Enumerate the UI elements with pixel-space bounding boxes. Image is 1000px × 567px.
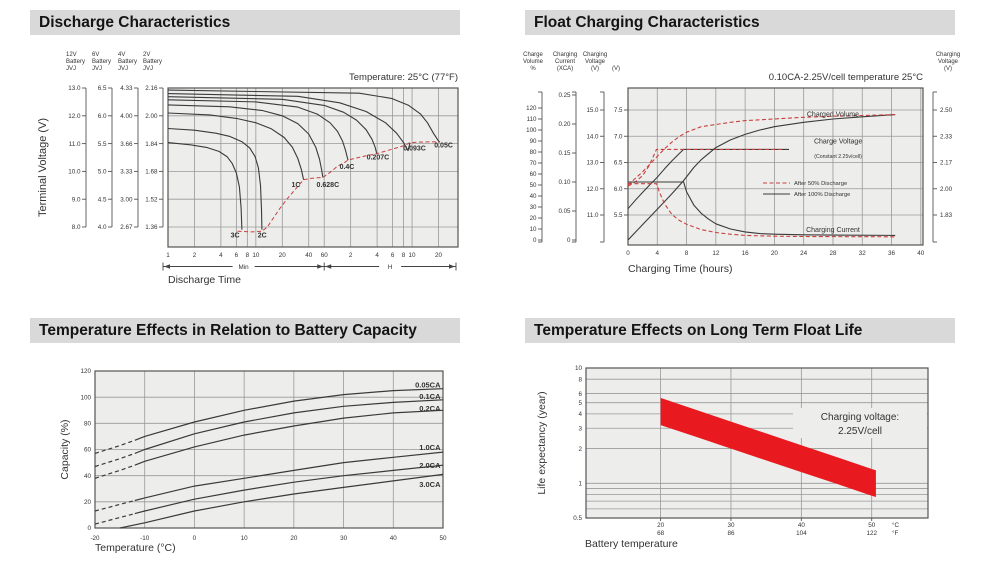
float-life-chart-svg xyxy=(515,344,977,564)
scale-header-line: JVJ xyxy=(118,66,129,72)
scale-header-line: JVJ xyxy=(92,66,103,72)
x-tick-label: 20 xyxy=(770,250,778,257)
scale-header-line: JVJ xyxy=(66,66,77,72)
scale-value: 4.33 xyxy=(120,85,133,93)
x-tick-label: 60 xyxy=(320,252,328,259)
x-tick-label: 4 xyxy=(655,250,660,257)
x-tick-label-c: 40 xyxy=(797,522,805,529)
arrowhead xyxy=(325,264,331,268)
scale-value: 6.5 xyxy=(97,85,107,93)
curve-label-0.628C: 0.628C xyxy=(316,182,340,190)
capacity-temperature-chart xyxy=(30,344,470,564)
chart-label: Charged Volume xyxy=(806,111,860,119)
scale-header-line: Volume xyxy=(522,59,544,65)
y-tick-label: 0 xyxy=(87,525,91,533)
scale-value: 7.0 xyxy=(613,133,623,141)
x-tick-label-f: 86 xyxy=(727,530,735,537)
curve-label-0.05C: 0.05C xyxy=(434,142,453,150)
scale-value: 120 xyxy=(526,105,537,113)
panel-capacity xyxy=(30,318,460,343)
curve-label-0.207C: 0.207C xyxy=(366,154,390,162)
curve-label-0.05CA: 0.05CA xyxy=(415,380,441,390)
scale-value: 6.0 xyxy=(97,113,107,120)
x-tick-label: 28 xyxy=(829,250,837,257)
scale-value: 110 xyxy=(526,116,537,124)
scale-value: 2.17 xyxy=(940,159,953,167)
discharge-chart xyxy=(30,36,475,302)
curve-label-2C: 2C xyxy=(257,232,267,240)
discharge-chart-svg xyxy=(30,36,475,302)
y-tick-label: 60 xyxy=(83,446,91,454)
scale-header-line: Charge xyxy=(523,52,543,58)
x-tick-label: 8 xyxy=(684,250,689,257)
x-axis-label: Discharge Time xyxy=(168,274,241,286)
curve-label-0.1CA: 0.1CA xyxy=(419,392,441,402)
scale-value: 0.15 xyxy=(558,150,571,158)
x-tick-label-f: 122 xyxy=(866,530,877,537)
scale-header-line: 6V xyxy=(92,52,100,58)
scale-value: 3.33 xyxy=(120,168,133,176)
y-tick-label: 6 xyxy=(578,390,582,398)
scale-header-line: 4V xyxy=(118,52,126,58)
scale-value: 6.5 xyxy=(613,159,623,167)
y-tick-label: 8 xyxy=(578,376,582,384)
scale-header-line: (XCA) xyxy=(556,66,574,72)
scale-value: 60 xyxy=(529,171,537,179)
scale-value: 2.00 xyxy=(145,113,158,120)
scale-header-line: Battery xyxy=(143,59,163,65)
scale-header-line: 12V xyxy=(66,52,77,58)
scale-header-line: Charging xyxy=(935,52,961,58)
scale-header-line: (V) xyxy=(612,66,620,72)
scale-value: 20 xyxy=(529,215,537,223)
curve-label-0.4C: 0.4C xyxy=(339,163,355,171)
arrowhead xyxy=(164,264,170,268)
plot-background xyxy=(628,88,923,245)
panel-title-float-charging: Float Charging Characteristics xyxy=(525,10,955,35)
scale-header-line: JVJ xyxy=(143,66,154,72)
x-tick-label: 40 xyxy=(917,250,925,257)
scale-value: 10.0 xyxy=(68,168,81,176)
scale-value: 2.16 xyxy=(145,85,158,93)
y-tick-label: 40 xyxy=(83,472,91,480)
x-tick-label: 32 xyxy=(858,250,866,257)
scale-value: 6.0 xyxy=(613,185,623,193)
curve-label-3C: 3C xyxy=(230,232,240,240)
scale-value: 0 xyxy=(533,237,537,245)
scale-value: 12.0 xyxy=(586,185,599,193)
x-tick-label-f: 68 xyxy=(657,530,665,537)
x-tick-label: 4 xyxy=(375,252,379,259)
chart-label: Charging Current xyxy=(806,227,860,235)
curve-label-0.2CA: 0.2CA xyxy=(419,403,441,413)
x-tick-label: 24 xyxy=(800,250,808,257)
curve-label-1C: 1C xyxy=(291,182,301,190)
scale-value: 10 xyxy=(529,226,537,234)
scale-value: 90 xyxy=(529,138,537,146)
scale-value: 8.0 xyxy=(71,224,81,232)
x-tick-label: 40 xyxy=(305,252,313,259)
y-axis-label: Terminal Voltage (V) xyxy=(37,117,49,218)
scale-header-line: (V) xyxy=(591,66,599,72)
temperature-note: Temperature: 25°C (77°F) xyxy=(349,72,458,83)
scale-value: 50 xyxy=(529,182,537,190)
curve-label-3.0CA: 3.0CA xyxy=(419,479,441,489)
scale-header-line: Battery xyxy=(66,59,86,65)
scale-value: 0.25 xyxy=(558,92,571,100)
scale-value: 1.52 xyxy=(145,196,158,204)
scale-value: 0.10 xyxy=(558,179,571,187)
x-tick-label: 36 xyxy=(888,250,896,257)
y-tick-label: 100 xyxy=(80,394,91,402)
scale-value: 1.84 xyxy=(145,140,158,148)
x-axis-label: Battery temperature xyxy=(585,538,678,550)
annotation-line2: 2.25V/cell xyxy=(838,426,882,437)
x-unit-fahrenheit: °F xyxy=(892,530,899,537)
scale-value: 15.0 xyxy=(586,107,599,115)
x-tick-label: 16 xyxy=(741,250,749,257)
scale-value: 3.66 xyxy=(120,140,133,148)
scale-value: 100 xyxy=(526,127,537,135)
float-charging-chart-svg xyxy=(515,36,980,302)
scale-value: 2.67 xyxy=(120,224,133,232)
x-tick-label: 30 xyxy=(340,535,348,542)
scale-value: 3.00 xyxy=(120,196,133,204)
scale-value: 0.20 xyxy=(558,121,571,129)
scale-value: 1.68 xyxy=(145,168,158,176)
x-tick-label: 12 xyxy=(712,250,720,257)
y-tick-label: 10 xyxy=(574,365,582,373)
scale-value: 12.0 xyxy=(68,113,81,120)
x-unit-celsius: °C xyxy=(892,522,900,529)
curve-label-2.0CA: 2.0CA xyxy=(419,460,441,470)
scale-value: 1.36 xyxy=(145,224,158,232)
scale-value: 11.0 xyxy=(68,140,81,148)
scale-header-line: Voltage xyxy=(937,59,959,65)
scale-header-line: % xyxy=(530,66,536,72)
curve-label-1.0CA: 1.0CA xyxy=(419,443,441,453)
scale-value: 9.0 xyxy=(71,196,81,204)
x-tick-label-c: 30 xyxy=(727,522,735,529)
scale-header-line: Charging xyxy=(552,52,578,58)
chart-label: (Constant 2.25v/cell) xyxy=(814,153,862,160)
curve-label-0.093C: 0.093C xyxy=(403,145,426,153)
x-tick-label: 8 xyxy=(401,252,406,259)
condition-note: 0.10CA-2.25V/cell temperature 25°C xyxy=(768,72,923,83)
chart-label: Charge Voltage xyxy=(813,138,863,146)
scale-header-line: Current xyxy=(554,59,576,65)
scale-value: 0 xyxy=(567,237,571,245)
float-life-chart xyxy=(515,344,977,564)
y-tick-label: 80 xyxy=(83,420,91,428)
scale-value: 2.33 xyxy=(940,133,953,141)
scale-value: 40 xyxy=(529,193,537,201)
x-tick-label: 4 xyxy=(219,252,223,259)
scale-value: 2.00 xyxy=(940,185,953,193)
y-tick-label: 3 xyxy=(578,425,582,433)
scale-header-line: Battery xyxy=(118,59,138,65)
x-tick-label: 0 xyxy=(626,250,630,257)
x-tick-label: 6 xyxy=(390,252,395,259)
scale-value: 70 xyxy=(529,160,537,168)
scale-value: 14.0 xyxy=(586,133,599,141)
panel-title-discharge: Discharge Characteristics xyxy=(30,10,460,35)
y-tick-label: 1 xyxy=(578,480,582,488)
x-tick-label: 2 xyxy=(348,252,353,259)
panel-title-float-life: Temperature Effects on Long Term Float Life xyxy=(525,318,955,343)
y-tick-label: 120 xyxy=(80,368,91,376)
scale-header-line: 2V xyxy=(143,52,151,58)
y-axis-label: Capacity (%) xyxy=(59,419,71,480)
range-arrows xyxy=(163,263,456,271)
y-tick-label: 4 xyxy=(578,411,582,419)
x-tick-label-c: 50 xyxy=(868,522,876,529)
float-charging-chart xyxy=(515,36,980,302)
scale-value: 4.0 xyxy=(97,224,107,232)
scale-value: 13.0 xyxy=(68,85,81,93)
arrowhead xyxy=(449,264,455,268)
scale-header-line: Voltage xyxy=(584,59,606,65)
scale-value: 11.0 xyxy=(586,212,599,220)
x-tick-label: 40 xyxy=(389,535,397,542)
y-tick-label: 5 xyxy=(578,399,582,407)
arrowhead xyxy=(317,264,323,268)
x-tick-label: 20 xyxy=(435,252,443,259)
scale-value: 7.5 xyxy=(613,107,623,115)
scale-value: 5.5 xyxy=(613,212,623,220)
legend-label: After 100% Discharge xyxy=(794,192,851,198)
x-tick-label: 8 xyxy=(245,252,250,259)
y-axis-label: Life expectancy (year) xyxy=(536,391,548,495)
plot-background xyxy=(168,88,458,247)
range-label: Min xyxy=(238,263,249,271)
annotation-line1: Charging voltage: xyxy=(820,412,900,423)
panel-float-life xyxy=(525,318,955,343)
x-tick-label: 10 xyxy=(408,252,416,259)
scale-value: 13.0 xyxy=(586,159,599,167)
y-tick-label: 20 xyxy=(83,499,91,507)
scale-value: 30 xyxy=(529,204,537,212)
x-tick-label: 10 xyxy=(240,535,248,542)
scale-value: 2.50 xyxy=(940,107,953,115)
scale-header-line: (V) xyxy=(944,66,952,72)
range-label: H xyxy=(387,263,393,271)
panel-discharge xyxy=(30,10,460,35)
scale-value: 0.05 xyxy=(558,208,571,216)
scale-header-line: Battery xyxy=(92,59,112,65)
x-tick-label: 10 xyxy=(252,252,260,259)
x-tick-label-c: 20 xyxy=(657,522,665,529)
scale-value: 4.00 xyxy=(120,113,133,120)
legend-label: After 50% Discharge xyxy=(794,181,848,187)
scale-value: 1.83 xyxy=(940,212,953,220)
x-tick-label: -20 xyxy=(90,535,100,542)
x-tick-label: 1 xyxy=(166,252,170,259)
x-axis-label: Temperature (°C) xyxy=(95,542,176,554)
y-tick-label: 0.5 xyxy=(573,515,582,523)
scale-value: 4.5 xyxy=(97,196,107,204)
x-axis-label: Charging Time (hours) xyxy=(628,263,733,275)
x-tick-label: 50 xyxy=(439,535,447,542)
scale-header-line: Charging xyxy=(582,52,608,58)
x-tick-label-f: 104 xyxy=(796,530,807,537)
x-tick-label: -10 xyxy=(140,535,150,542)
panel-title-capacity: Temperature Effects in Relation to Battery Capacity xyxy=(30,318,460,343)
capacity-chart-svg xyxy=(30,344,470,564)
x-tick-label: 0 xyxy=(192,535,197,542)
scale-value: 5.5 xyxy=(97,140,107,148)
y-tick-label: 2 xyxy=(578,445,582,453)
x-tick-label: 20 xyxy=(278,252,286,259)
x-tick-label: 2 xyxy=(192,252,197,259)
panel-float-charging xyxy=(525,10,955,35)
x-tick-label: 6 xyxy=(234,252,239,259)
scale-value: 5.0 xyxy=(97,168,107,176)
x-tick-label: 20 xyxy=(290,535,298,542)
scale-value: 80 xyxy=(529,149,537,157)
